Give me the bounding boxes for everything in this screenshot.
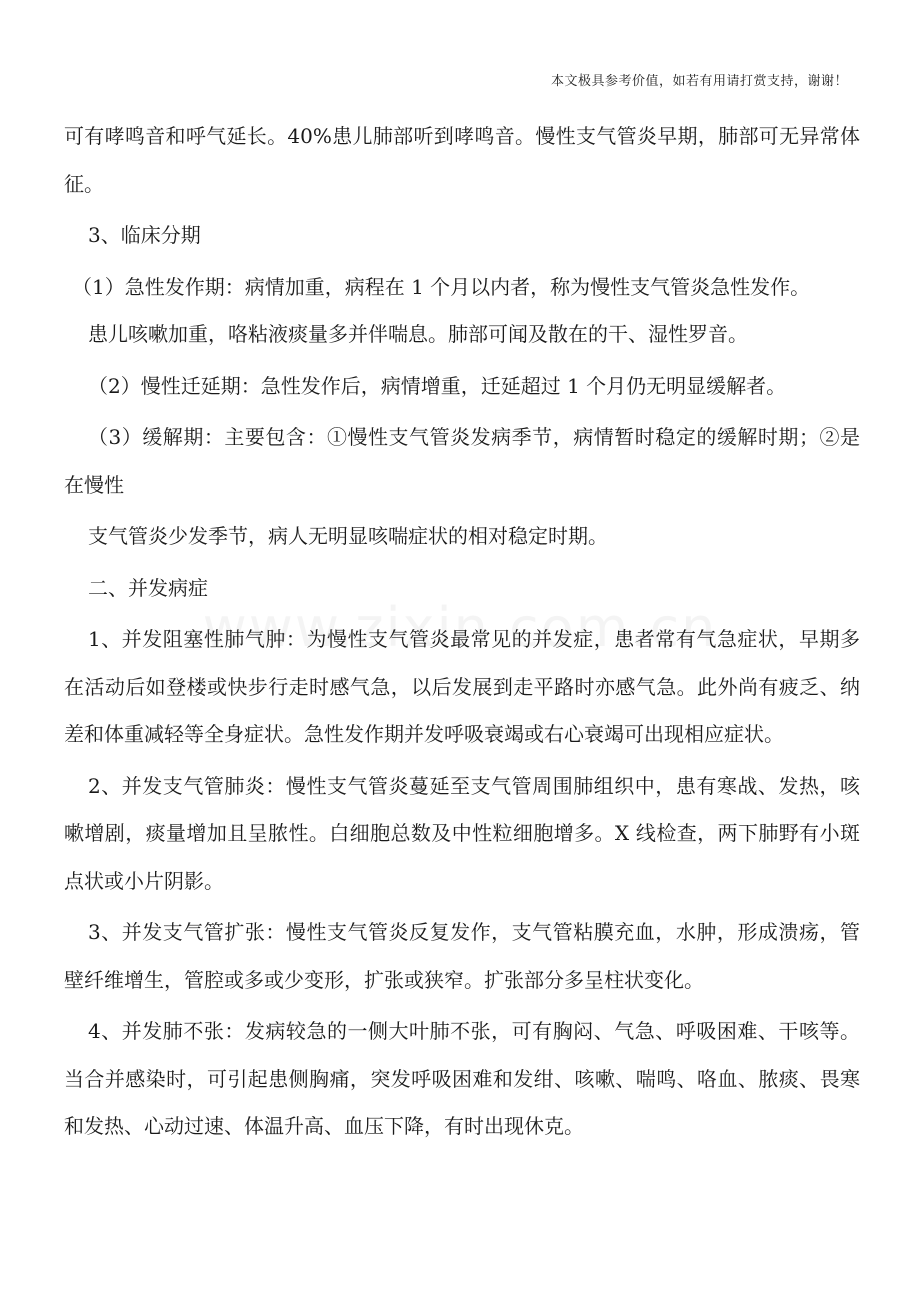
paragraph-acute-phase-detail: 患儿咳嗽加重，咯粘液痰量多并伴喘息。肺部可闻及散在的干、湿性罗音。 <box>88 322 748 346</box>
paragraph-chronic-phase: （2）慢性迁延期：急性发作后，病情增重，迁延超过 1 个月仍无明显缓解者。 <box>88 373 787 398</box>
paragraph-atelectasis: 4、并发肺不张：发病较急的一侧大叶肺不张，可有胸闷、气急、呼吸困难、干咳等。当合并感染时，可引起患侧胸痛，突发呼吸困难和发绀、咳嗽、喘鸣、咯血、脓痰、畏寒和发热、心动过速、体温升高、血压下降，有时出现休克。 <box>64 1019 860 1138</box>
paragraph-remission-detail: 支气管炎少发季节，病人无明显咳喘症状的相对稳定时期。 <box>88 524 608 548</box>
header-note: 本文极具参考价值，如若有用请打赏支持，谢谢！ <box>550 74 848 89</box>
paragraph-continuation: 可有哮鸣音和呼气延长。40%患儿肺部听到哮鸣音。慢性支气管炎早期，肺部可无异常体征。 <box>64 124 860 196</box>
paragraph-remission-phase: （3）缓解期：主要包含：①慢性支气管炎发病季节，病情暂时稳定的缓解时期；②是在慢性 <box>64 425 860 497</box>
paragraph-bronchopneumonia: 2、并发支气管肺炎：慢性支气管炎蔓延至支气管周围肺组织中，患有寒战、发热，咳嗽增剧，痰量增加且呈脓性。白细胞总数及中性粒细胞增多。X 线检查，两下肺野有小斑点状或小片阴影。 <box>64 773 860 893</box>
document-body <box>64 113 860 1151</box>
section-heading-clinical-stages: 3、临床分期 <box>88 223 201 247</box>
section-heading-complications: 二、并发病症 <box>88 575 208 600</box>
paragraph-acute-phase: （1）急性发作期：病情加重，病程在 1 个月以内者，称为慢性支气管炎急性发作。 <box>72 274 811 299</box>
paragraph-bronchiectasis: 3、并发支气管扩张：慢性支气管炎反复发作，支气管粘膜充血，水肿，形成溃疡，管壁纤维增生，管腔或多或少变形，扩张或狭窄。扩张部分多呈柱状变化。 <box>64 920 860 992</box>
paragraph-emphysema: 1、并发阻塞性肺气肿：为慢性支气管炎最常见的并发症，患者常有气急症状，早期多在活动后如登楼或快步行走时感气急，以后发展到走平路时亦感气急。此外尚有疲乏、纳差和体重减轻等全身症状。急性发作期并发呼吸衰竭或右心衰竭可出现相应症状。 <box>64 627 860 746</box>
